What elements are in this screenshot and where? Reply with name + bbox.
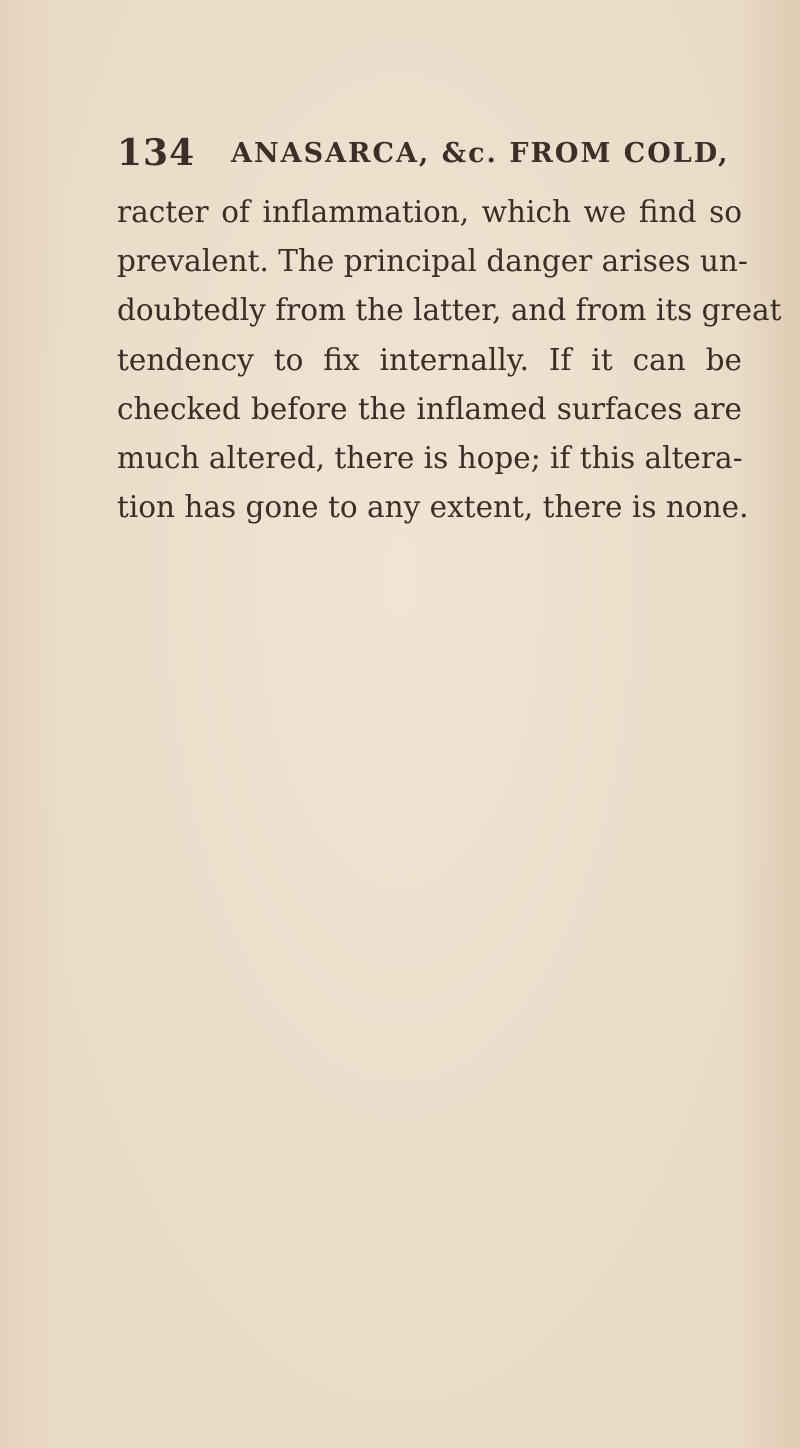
text-line: checked before the inflamed surfaces are <box>117 391 742 426</box>
running-head <box>117 132 737 182</box>
text-line: doubtedly from the latter, and from its great <box>117 293 782 328</box>
text-line: tendency to fix internally. If it can be <box>117 342 742 377</box>
text-line: prevalent. The principal danger arises un- <box>117 244 748 279</box>
running-title: ANASARCA, &c. FROM COLD, <box>231 138 730 169</box>
page-number: 134 <box>117 132 196 174</box>
text-line: racter of inflammation, which we find so <box>117 195 742 229</box>
text-line: tion has gone to any extent, there is none. <box>117 490 749 525</box>
text-line: much altered, there is hope; if this altera- <box>117 440 743 475</box>
body-text <box>117 188 782 532</box>
